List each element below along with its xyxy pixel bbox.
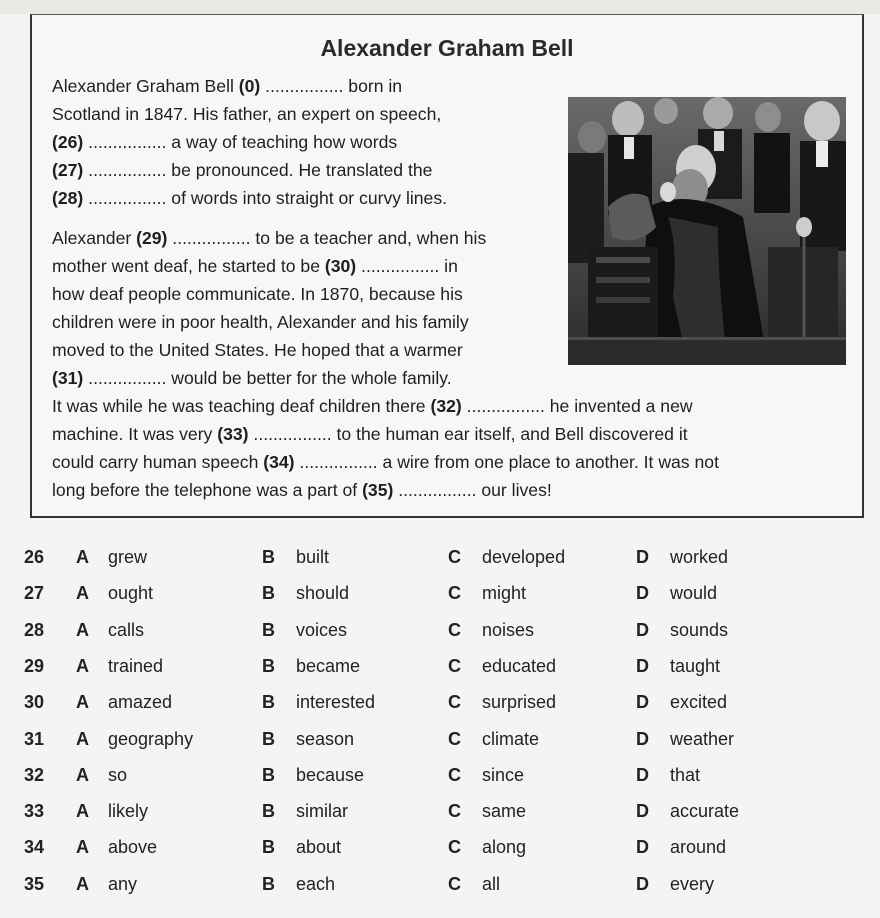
gap-number: (32)	[430, 396, 462, 416]
passage-line	[52, 103, 441, 125]
option-letter-c[interactable]: C	[448, 874, 461, 894]
gap-number: (35)	[362, 480, 394, 500]
option-letter-d[interactable]: D	[636, 729, 649, 749]
option-b-text[interactable]: interested	[296, 692, 376, 712]
option-letter-a[interactable]: A	[76, 729, 89, 749]
option-c-text[interactable]: might	[482, 583, 527, 603]
option-c-text[interactable]: noises	[482, 620, 535, 640]
passage-line	[52, 451, 719, 473]
passage-text: children were in poor health, Alexander and his family	[52, 312, 469, 332]
passage-text: Alexander Graham Bell	[52, 76, 239, 96]
passage-text: ................ of words into straight or curvy lines.	[83, 188, 448, 208]
passage-line	[52, 367, 452, 389]
reading-passage-box	[30, 14, 864, 518]
option-d-text[interactable]: every	[670, 874, 715, 894]
passage-line	[52, 423, 688, 445]
option-letter-b[interactable]: B	[262, 692, 275, 712]
option-letter-d[interactable]: D	[636, 656, 649, 676]
option-b-text[interactable]: season	[296, 729, 355, 749]
option-letter-d[interactable]: D	[636, 692, 649, 712]
option-d-text[interactable]: would	[670, 583, 718, 603]
option-a-text[interactable]: any	[108, 874, 138, 894]
option-letter-b[interactable]: B	[262, 874, 275, 894]
option-letter-a[interactable]: A	[76, 837, 89, 857]
question-number: 31	[24, 729, 45, 749]
option-b-text[interactable]: because	[296, 765, 365, 785]
option-a-text[interactable]: geography	[108, 729, 194, 749]
option-letter-b[interactable]: B	[262, 729, 275, 749]
option-b-text[interactable]: voices	[296, 620, 348, 640]
gap-number: (28)	[52, 188, 84, 208]
option-c-text[interactable]: developed	[482, 547, 566, 567]
passage-line	[52, 159, 432, 181]
passage-text: ................ be pronounced. He translated the	[83, 160, 433, 180]
passage-text: ................ a wire from one place to another. It was not	[294, 452, 719, 472]
option-letter-d[interactable]: D	[636, 765, 649, 785]
passage-text: ................ our lives!	[393, 480, 552, 500]
gap-number: (0)	[238, 76, 261, 96]
option-d-text[interactable]: excited	[670, 692, 728, 712]
option-a-text[interactable]: calls	[108, 620, 145, 640]
option-b-text[interactable]: each	[296, 874, 336, 894]
question-number: 34	[24, 837, 45, 857]
option-letter-a[interactable]: A	[76, 620, 89, 640]
option-letter-a[interactable]: A	[76, 583, 89, 603]
option-c-text[interactable]: surprised	[482, 692, 557, 712]
passage-text: It was while he was teaching deaf children there	[52, 396, 431, 416]
option-letter-a[interactable]: A	[76, 692, 89, 712]
option-letter-c[interactable]: C	[448, 765, 461, 785]
option-letter-a[interactable]: A	[76, 656, 89, 676]
bell-telephone-photo	[568, 97, 846, 365]
option-letter-b[interactable]: B	[262, 656, 275, 676]
gap-number: (29)	[136, 228, 168, 248]
page-top-edge	[0, 0, 880, 14]
option-letter-d[interactable]: D	[636, 874, 649, 894]
option-letter-b[interactable]: B	[262, 801, 275, 821]
passage-line	[52, 283, 463, 305]
option-b-text[interactable]: should	[296, 583, 350, 603]
gap-number: (31)	[52, 368, 84, 388]
passage-line	[52, 75, 402, 97]
option-letter-c[interactable]: C	[448, 801, 461, 821]
passage-line	[52, 227, 486, 249]
option-d-text[interactable]: weather	[670, 729, 735, 749]
option-b-text[interactable]: built	[296, 547, 330, 567]
question-number: 33	[24, 801, 45, 821]
passage-text: ................ to the human ear itself, and Bell discovered it	[248, 424, 688, 444]
option-letter-b[interactable]: B	[262, 547, 275, 567]
passage-text: ................ he invented a new	[461, 396, 693, 416]
option-letter-c[interactable]: C	[448, 620, 461, 640]
passage-text: ................ in	[356, 256, 458, 276]
gap-number: (27)	[52, 160, 84, 180]
option-c-text[interactable]: along	[482, 837, 527, 857]
option-letter-a[interactable]: A	[76, 801, 89, 821]
question-number: 30	[24, 692, 45, 712]
passage-line	[52, 131, 397, 153]
option-d-text[interactable]: taught	[670, 656, 721, 676]
passage-line	[52, 395, 693, 417]
option-letter-c[interactable]: C	[448, 692, 461, 712]
option-c-text[interactable]: educated	[482, 656, 557, 676]
option-a-text[interactable]: likely	[108, 801, 149, 821]
passage-text: Scotland in 1847. His father, an expert on speech,	[52, 104, 442, 124]
question-number: 29	[24, 656, 45, 676]
passage-line	[52, 311, 469, 333]
option-c-text[interactable]: same	[482, 801, 527, 821]
option-d-text[interactable]: worked	[670, 547, 729, 567]
option-c-text[interactable]: since	[482, 765, 525, 785]
option-b-text[interactable]: about	[296, 837, 342, 857]
option-letter-d[interactable]: D	[636, 547, 649, 567]
question-number: 32	[24, 765, 45, 785]
option-letter-c[interactable]: C	[448, 583, 461, 603]
option-b-text[interactable]: similar	[296, 801, 348, 821]
passage-line	[52, 255, 458, 277]
question-number: 27	[24, 583, 45, 603]
passage-title: Alexander Graham Bell	[320, 35, 574, 61]
option-b-text[interactable]: became	[296, 656, 361, 676]
option-letter-b[interactable]: B	[262, 765, 275, 785]
passage-text: ................ to be a teacher and, when his	[167, 228, 487, 248]
option-letter-b[interactable]: B	[262, 837, 275, 857]
option-a-text[interactable]: trained	[108, 656, 164, 676]
passage-text: long before the telephone was a part of	[52, 480, 363, 500]
option-letter-c[interactable]: C	[448, 547, 461, 567]
option-a-text[interactable]: ought	[108, 583, 154, 603]
option-c-text[interactable]: all	[482, 874, 501, 894]
option-letter-c[interactable]: C	[448, 656, 461, 676]
passage-text: ................ a way of teaching how words	[83, 132, 398, 152]
passage-text: machine. It was very	[52, 424, 218, 444]
passage-text: mother went deaf, he started to be	[52, 256, 325, 276]
passage-text: moved to the United States. He hoped that a warmer	[52, 340, 463, 360]
gap-number: (34)	[263, 452, 295, 472]
option-d-text[interactable]: that	[670, 765, 701, 785]
option-a-text[interactable]: amazed	[108, 692, 173, 712]
option-letter-d[interactable]: D	[636, 801, 649, 821]
option-letter-d[interactable]: D	[636, 583, 649, 603]
option-letter-d[interactable]: D	[636, 620, 649, 640]
question-number: 35	[24, 874, 45, 894]
passage-text: how deaf people communicate. In 1870, because his	[52, 284, 463, 304]
passage-line	[52, 479, 552, 501]
option-a-text[interactable]: above	[108, 837, 158, 857]
option-d-text[interactable]: accurate	[670, 801, 740, 821]
option-letter-b[interactable]: B	[262, 583, 275, 603]
option-letter-a[interactable]: A	[76, 547, 89, 567]
option-letter-c[interactable]: C	[448, 729, 461, 749]
question-number: 28	[24, 620, 45, 640]
gap-number: (33)	[217, 424, 249, 444]
option-a-text[interactable]: so	[108, 765, 128, 785]
option-letter-a[interactable]: A	[76, 874, 89, 894]
passage-text: Alexander	[52, 228, 137, 248]
passage-text: ................ born in	[260, 76, 403, 96]
option-d-text[interactable]: sounds	[670, 620, 729, 640]
passage-line	[52, 187, 447, 209]
option-d-text[interactable]: around	[670, 837, 727, 857]
option-letter-c[interactable]: C	[448, 837, 461, 857]
option-letter-b[interactable]: B	[262, 620, 275, 640]
passage-line	[52, 339, 463, 361]
option-c-text[interactable]: climate	[482, 729, 540, 749]
gap-number: (30)	[324, 256, 357, 276]
option-letter-d[interactable]: D	[636, 837, 649, 857]
passage-text: could carry human speech	[52, 452, 264, 472]
option-letter-a[interactable]: A	[76, 765, 89, 785]
gap-number: (26)	[52, 132, 84, 152]
question-number: 26	[24, 547, 45, 567]
passage-text: ................ would be better for the whole family.	[83, 368, 452, 388]
option-a-text[interactable]: grew	[108, 547, 148, 567]
